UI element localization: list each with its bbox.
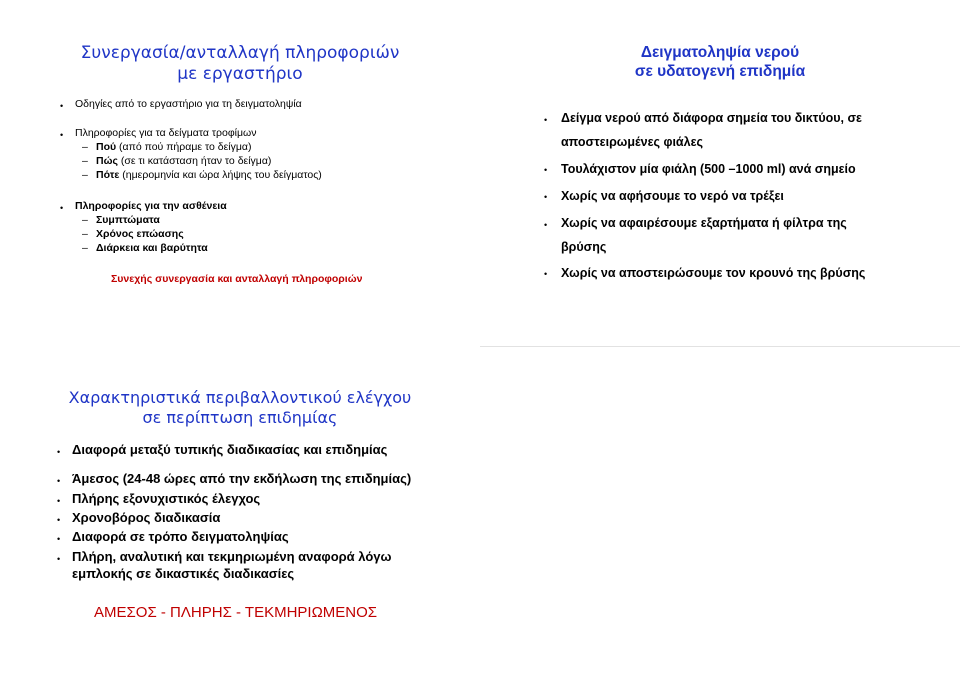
- bullet-thorough: Πλήρης εξονυχιστικός έλεγχος: [72, 491, 261, 506]
- slide-lab-cooperation: [0, 0, 480, 346]
- bullet-no-filters-l2: βρύσης: [561, 240, 607, 254]
- bullet-marker: •: [544, 269, 548, 279]
- bullet-difference: Διαφορά μεταξύ τυπικής διαδικασίας και επιδημίας: [72, 442, 388, 457]
- dash-marker: –: [82, 228, 88, 240]
- slide-title: [490, 44, 950, 82]
- bullet-marker: •: [57, 447, 61, 457]
- bullet-marker: •: [57, 496, 61, 506]
- title-line-1: Χαρακτηριστικά περιβαλλοντικού ελέγχου: [68, 388, 412, 407]
- bullet-marker: •: [544, 115, 548, 125]
- sub-incubation: Χρόνος επώασης: [96, 228, 184, 240]
- sub-where-key: Πού: [96, 141, 117, 153]
- bullet-disease-info: Πληροφορίες για την ασθένεια: [75, 200, 227, 212]
- sub-how-key: Πώς: [96, 155, 118, 167]
- sub-duration: Διάρκεια και βαρύτητα: [96, 242, 208, 254]
- bullet-report-l1: Πλήρη, αναλυτική και τεκμηριωμένη αναφορά λόγω: [72, 549, 392, 564]
- bullet-marker: •: [60, 203, 64, 213]
- dash-marker: –: [82, 242, 88, 254]
- dash-marker: –: [82, 214, 88, 226]
- bullet-immediate: Άμεσος (24-48 ώρες από την εκδήλωση της επιδημίας): [72, 471, 412, 486]
- slide-footer: Συνεχής συνεργασία και ανταλλαγή πληροφοριών: [111, 273, 363, 285]
- bullet-no-flush: Χωρίς να αφήσουμε το νερό να τρέξει: [561, 189, 784, 203]
- bullet-lab-instructions: Οδηγίες από το εργαστήριο για τη δειγματοληψία: [75, 98, 302, 110]
- sub-how: [96, 155, 271, 167]
- slide-title: [10, 388, 470, 427]
- sub-where-text: (από πού πήραμε το δείγμα): [116, 141, 252, 153]
- dash-marker: –: [82, 169, 88, 181]
- title-line-2: σε υδατογενή επιδημία: [634, 62, 806, 80]
- dash-marker: –: [82, 141, 88, 153]
- sub-how-text: (σε τι κατάσταση ήταν το δείγμα): [117, 155, 272, 167]
- sub-when-text: (ημερομηνία και ώρα λήψης του δείγματος): [119, 169, 322, 181]
- bullet-marker: •: [544, 192, 548, 202]
- bullet-food-sample-info: Πληροφορίες για τα δείγματα τροφίμων: [75, 127, 257, 139]
- bullet-no-sterilize: Χωρίς να αποστειρώσουμε τον κρουνό της βρύσης: [561, 266, 866, 280]
- slide-title: [20, 43, 460, 84]
- bullet-marker: •: [57, 534, 61, 544]
- bullet-report-l2: εμπλοκής σε δικαστικές διαδικασίες: [72, 566, 295, 581]
- sub-when: [96, 169, 322, 181]
- title-line-2: σε περίπτωση επιδημίας: [142, 407, 338, 427]
- sub-symptoms: Συμπτώματα: [96, 214, 160, 226]
- bullet-marker: •: [544, 220, 548, 230]
- bullet-marker: •: [57, 515, 61, 525]
- bullet-sampling-method: Διαφορά σε τρόπο δειγματοληψίας: [72, 529, 289, 544]
- bullet-marker: •: [57, 476, 61, 486]
- bullet-bottle-volume: Τουλάχιστον μία φιάλη (500 –1000 ml) ανά σημείο: [561, 162, 856, 176]
- sub-when-key: Πότε: [96, 169, 120, 181]
- slide-environmental-control: [0, 346, 480, 691]
- slide-footer: ΑΜΕΣΟΣ - ΠΛΗΡΗΣ - ΤΕΚΜΗΡΙΩΜΕΝΟΣ: [94, 604, 378, 621]
- bullet-sample-points-l1: Δείγμα νερού από διάφορα σημεία του δικτύου, σε: [561, 111, 862, 125]
- bullet-marker: •: [60, 130, 64, 140]
- title-line-2: με εργαστήριο: [177, 63, 303, 84]
- bullet-marker: •: [57, 554, 61, 564]
- bullet-no-filters-l1: Χωρίς να αφαιρέσουμε εξαρτήματα ή φίλτρα της: [561, 216, 847, 230]
- bullet-sample-points-l2: αποστειρωμένες φιάλες: [561, 135, 703, 149]
- sub-where: [96, 141, 251, 153]
- bullet-marker: •: [544, 165, 548, 175]
- bullet-marker: •: [60, 101, 64, 111]
- slide-water-sampling: [480, 0, 960, 346]
- bullet-time-consuming: Χρονοβόρος διαδικασία: [72, 510, 221, 525]
- title-line-1: Δειγματοληψία νερού: [640, 44, 800, 61]
- dash-marker: –: [82, 155, 88, 167]
- title-line-1: Συνεργασία/ανταλλαγή πληροφοριών: [80, 43, 400, 63]
